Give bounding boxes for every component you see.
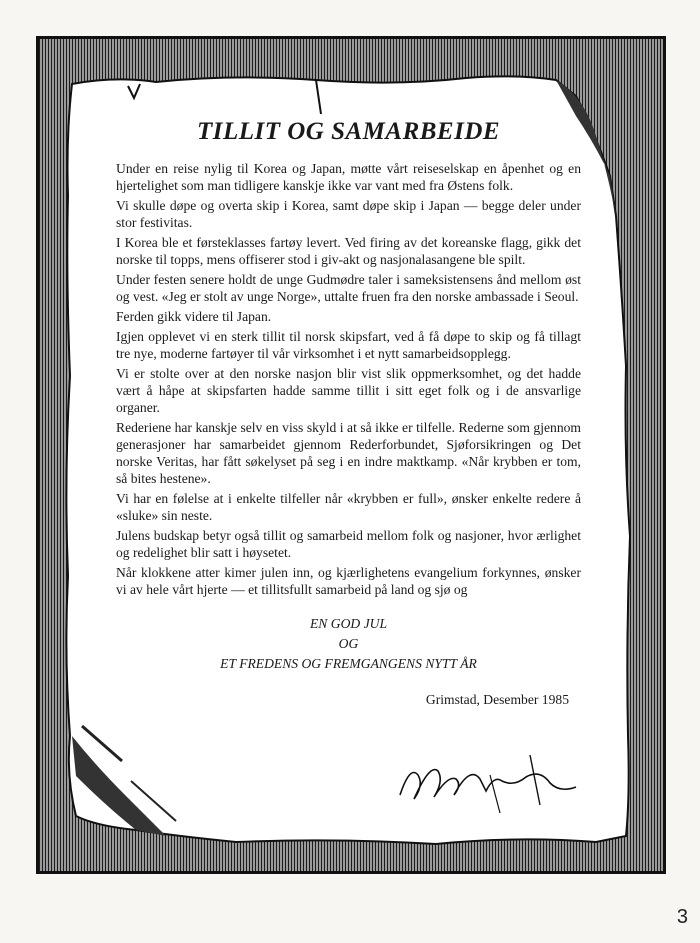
paragraph: Når klokkene atter kimer julen inn, og kjærlighetens evangelium forkynnes, ønsker vi av hele vårt hjerte — et tillitsfullt samarbeid på land og sjø og bbox=[116, 565, 581, 597]
paragraph: Under en reise nylig til Korea og Japan, møtte vårt reiseselskap en åpenhet og en hjertelighet som man tidligere kanskje ikke var vant med fra Østens folk. bbox=[116, 161, 581, 193]
paragraph: Vi er stolte over at den norske nasjon blir vist slik oppmerksomhet, og det hadde vært å håpe at skipsfarten hadde samme tillit i sitt eget folk og i de ansvarlige organer. bbox=[116, 366, 581, 415]
place-date: Grimstad, Desember 1985 bbox=[425, 692, 569, 707]
page-number: 3 bbox=[676, 906, 688, 928]
paragraph: Julens budskap betyr også tillit og samarbeid mellom folk og nasjoner, hvor ærlighet og redelighet blir satt i høysetet. bbox=[116, 528, 581, 560]
paragraph: Igjen opplevet vi en sterk tillit til norsk skipsfart, ved å få døpe to skip og få tillagt tre nye, moderne fartøyer til vår virksomhet i et nytt samarbeidsopplegg. bbox=[116, 329, 581, 361]
signature bbox=[390, 735, 590, 815]
paragraph: Vi skulle døpe og overta skip i Korea, samt døpe skip i Japan — begge deler under stor festivitas. bbox=[116, 198, 581, 230]
paragraph: Ferden gikk videre til Japan. bbox=[116, 309, 272, 324]
paragraph: I Korea ble et førsteklasses fartøy levert. Ved firing av det koreanske flagg, gikk det norske til topps, mens offiserer stod i giv-akt og nasjonalasangene ble spilt. bbox=[116, 235, 581, 267]
closing-greeting bbox=[116, 614, 581, 674]
closing-line: OG bbox=[338, 636, 359, 651]
letter-body bbox=[116, 118, 581, 708]
paragraph: Vi har en følelse at i enkelte tilfeller når «krybben er full», ønsker enkelte redere å «sluke» sin neste. bbox=[116, 491, 581, 523]
closing-line: ET FREDENS OG FREMGANGENS NYTT ÅR bbox=[220, 656, 477, 671]
closing-line: EN GOD JUL bbox=[309, 616, 388, 631]
page-title: TILLIT OG SAMARBEIDE bbox=[196, 118, 501, 145]
paragraph: Rederiene har kanskje selv en viss skyld i at så ikke er tilfelle. Rederne som gjennom generasjoner har samarbeidet gjennom Rederforbundet, Sjøforsikringen og Det norske Veritas, har fått søkelyset på seg i en indre maktkamp. «Når krybben er tom, så bites hestene». bbox=[116, 420, 581, 486]
paragraph: Under festen senere holdt de unge Gudmødre taler i sameksistensens ånd mellom øst og vest. «Jeg er stolt av unge Norge», uttalte fruen fra den norske ambassade i Seoul. bbox=[116, 272, 581, 304]
